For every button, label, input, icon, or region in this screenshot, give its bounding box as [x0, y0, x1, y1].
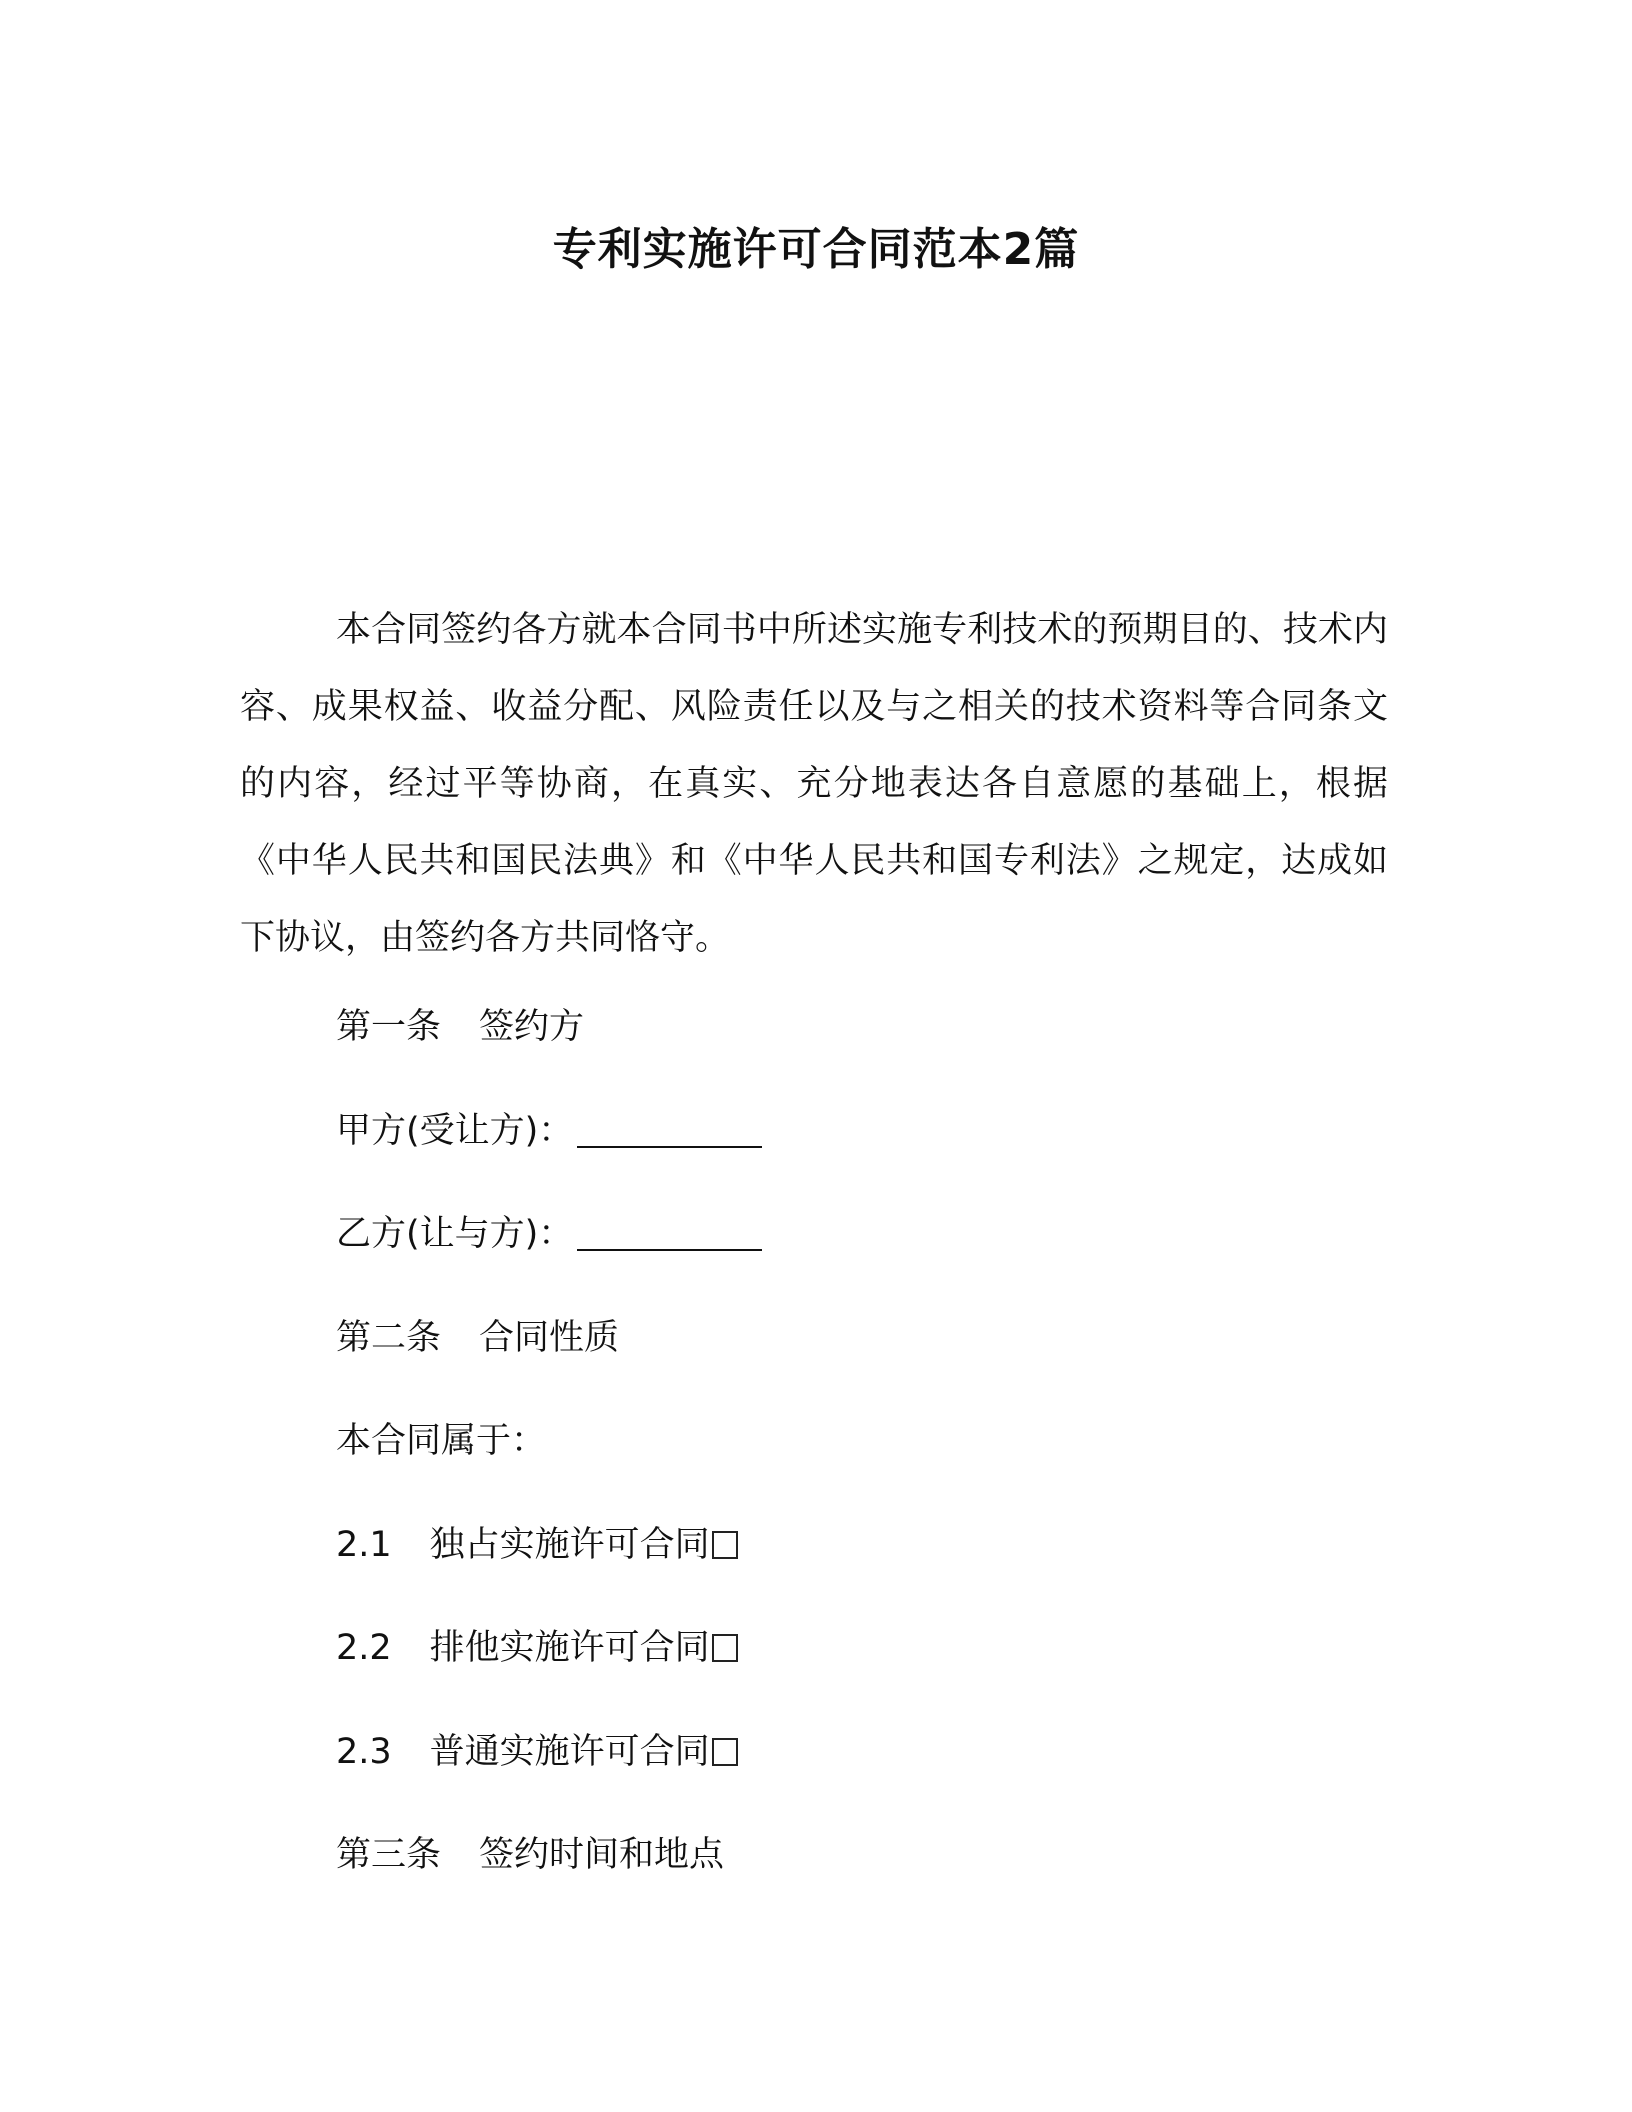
- document-title: 专利实施许可合同范本2篇: [552, 224, 1080, 275]
- option-number: 2.2: [336, 1628, 392, 1668]
- option-number: 2.3: [336, 1732, 392, 1772]
- option-2-2: [336, 1621, 738, 1675]
- party-b-blank[interactable]: [577, 1215, 762, 1251]
- option-label: 排他实施许可合同: [429, 1628, 710, 1668]
- party-a-label: 甲方(受让方)：: [336, 1111, 574, 1151]
- article-title: 签约方: [479, 1007, 585, 1047]
- option-2-3: [336, 1725, 738, 1779]
- article-title: 签约时间和地点: [479, 1835, 725, 1875]
- option-checkbox[interactable]: [712, 1738, 738, 1766]
- article-2-heading: [336, 1311, 619, 1365]
- article-number: 第一条: [336, 1007, 442, 1047]
- party-a-blank[interactable]: [577, 1112, 762, 1148]
- option-2-1: [336, 1518, 738, 1572]
- option-checkbox[interactable]: [712, 1634, 738, 1662]
- article-number: 第二条: [336, 1318, 442, 1358]
- option-number: 2.1: [336, 1525, 392, 1565]
- party-b-label: 乙方(让与方)：: [336, 1214, 574, 1254]
- party-b-line: [336, 1207, 762, 1261]
- article-title: 合同性质: [479, 1318, 620, 1358]
- article-number: 第三条: [336, 1835, 442, 1875]
- contract-type-intro: 本合同属于：: [336, 1421, 547, 1461]
- option-label: 独占实施许可合同: [429, 1525, 710, 1565]
- party-a-line: [336, 1104, 762, 1158]
- article-3-heading: [336, 1828, 724, 1882]
- option-label: 普通实施许可合同: [429, 1732, 710, 1772]
- option-checkbox[interactable]: [712, 1531, 738, 1559]
- article-1-heading: [336, 1000, 584, 1054]
- intro-paragraph: 本合同签约各方就本合同书中所述实施专利技术的预期目的、技术内容、成果权益、收益分配、风险责任以及与之相关的技术资料等合同条文的内容，经过平等协商，在真实、充分地表达各自意愿的基础上，根据《中华人民共和国民法典》和《中华人民共和国专利法》之规定，达成如下协议，由签约各方共同恪守。: [240, 610, 1388, 958]
